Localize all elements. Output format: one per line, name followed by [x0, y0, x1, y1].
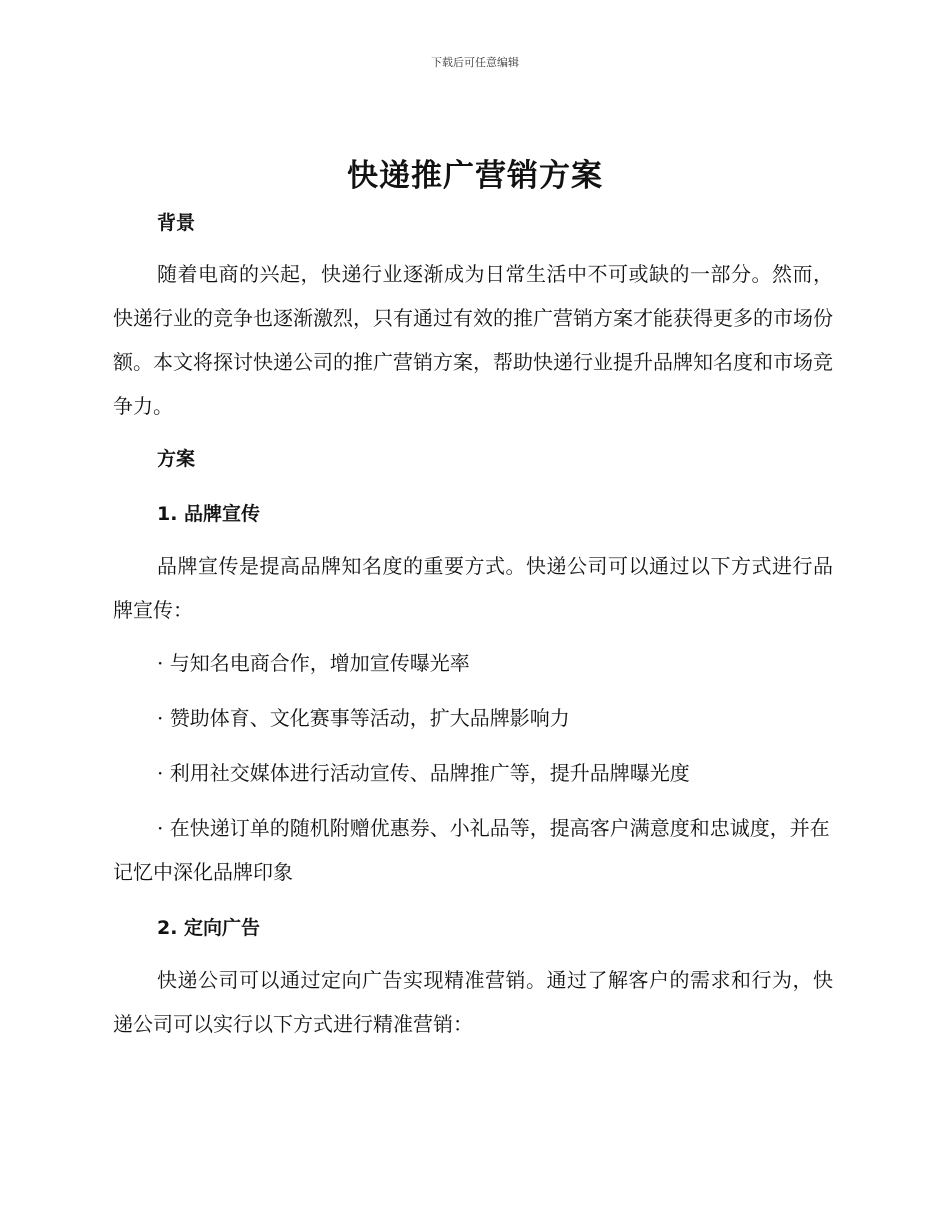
background-paragraph: 随着电商的兴起，快递行业逐渐成为日常生活中不可或缺的一部分。然而，快递行业的竞争也逐渐激烈，只有通过有效的推广营销方案才能获得更多的市场份额。本文将探讨快递公司的推广营销方案，帮助快递行业提升品牌知名度和市场竞争力。 [113, 262, 833, 418]
brand-heading: 1. 品牌宣传 [157, 503, 261, 525]
targeted-paragraph: 快递公司可以通过定向广告实现精准营销。通过了解客户的需求和行为，快递公司可以实行以下方式进行精准营销： [113, 968, 833, 1036]
bullet-item: · 利用社交媒体进行活动宣传、品牌推广等，提升品牌曝光度 [157, 761, 690, 785]
plan-heading: 方案 [157, 448, 196, 470]
bullet-item: · 与知名电商合作，增加宣传曝光率 [157, 651, 470, 675]
bullet-item: · 赞助体育、文化赛事等活动，扩大品牌影响力 [157, 706, 570, 730]
document-title: 快递推广营销方案 [347, 158, 603, 194]
brand-paragraph: 品牌宣传是提高品牌知名度的重要方式。快递公司可以通过以下方式进行品牌宣传： [113, 554, 833, 622]
bullet-item: · 在快递订单的随机附赠优惠券、小礼品等，提高客户满意度和忠诚度，并在记忆中深化品牌印象 [113, 816, 830, 884]
header-note: 下载后可任意编辑 [431, 56, 519, 69]
targeted-heading: 2. 定向广告 [157, 917, 261, 939]
background-heading: 背景 [157, 212, 196, 234]
